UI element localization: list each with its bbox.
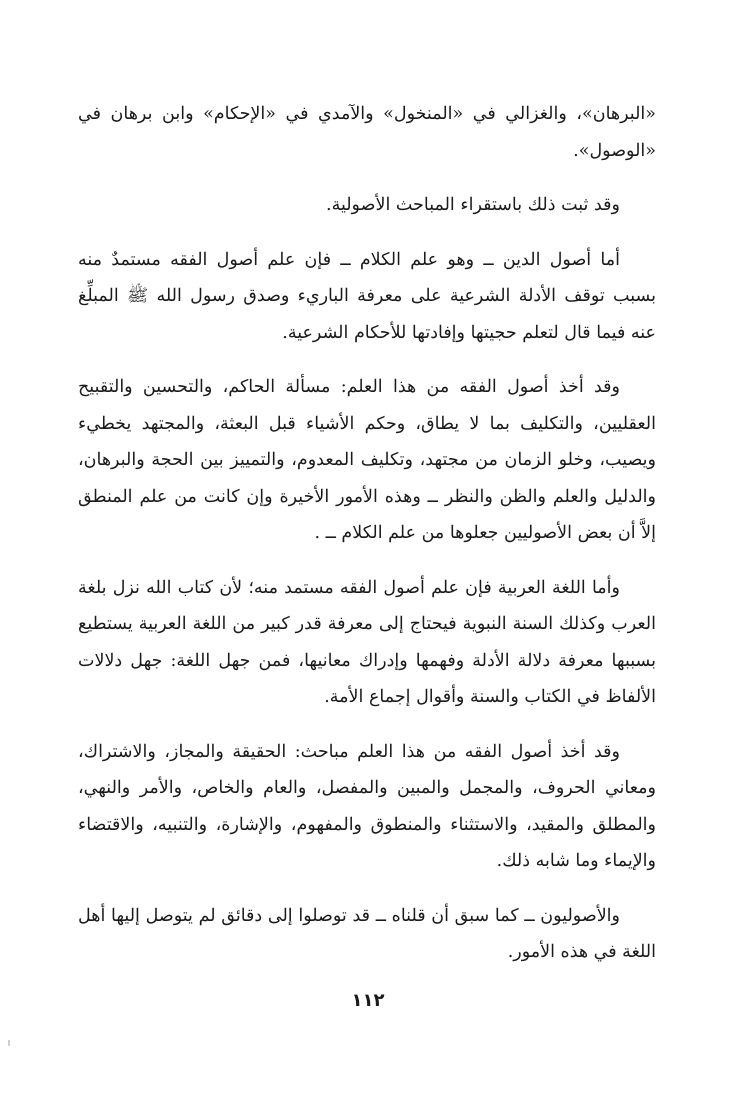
paragraph-kalam-topics: وقد أخذ أصول الفقه من هذا العلم: مسألة الحاكم، والتحسين والتقبيح العقليين، والتكليف بما لا يطاق، وحكم الأشياء قبل البعثة، والمجتهد يخطيء ويصيب، وخلو الزمان من مجتهد، وتكليف المعدوم، والتمييز بين الحجة والبرهان، والدليل والعلم والظن والنظر ــ وهذه الأمور الأخيرة وإن كانت من علم المنطق إلاَّ أن بعض الأصوليين جعلوها من علم الكلام ــ . bbox=[78, 377, 656, 543]
paragraph-usul-al-din: أما أصول الدين ــ وهو علم الكلام ــ فإن علم أصول الفقه مستمدٌ منه بسبب توقف الأدلة الشرعية على معرفة الباريء وصدق رسول الله ﷺ المبلِّغ عنه فيما قال لتعلم حجيتها وإفادتها للأحكام الشرعية. bbox=[78, 249, 656, 343]
page-number: ١١٢ bbox=[351, 990, 385, 1011]
paragraph-arabic-language: وأما اللغة العربية فإن علم أصول الفقه مستمد منه؛ لأن كتاب الله نزل بلغة العرب وكذلك السنة النبوية فيحتاج إلى معرفة قدر كبير من اللغة العربية يستطيع بسببها معرفة دلالة الأدلة وفهمها وإدراك معانيها، فمن جهل اللغة: جهل دلالات الألفاظ في الكتاب والسنة وأقوال إجماع الأمة. bbox=[78, 577, 656, 707]
paragraph-induction: وقد ثبت ذلك باستقراء المباحث الأصولية. bbox=[326, 195, 620, 215]
paragraph-continuation: «البرهان»، والغزالي في «المنخول» والآمدي في «الإحكام» وابن برهان في «الوصول». bbox=[78, 104, 656, 161]
margin-mark bbox=[8, 1040, 10, 1046]
paragraph-language-topics: وقد أخذ أصول الفقه من هذا العلم مباحث: الحقيقة والمجاز، والاشتراك، ومعاني الحروف، والمجمل والمبين والمفصل، والعام والخاص، والأمر والنهي، والمطلق والمقيد، والاستثناء والمنطوق والمفهوم، والإشارة، والتنبيه، والاقتضاء والإيماء وما شابه ذلك. bbox=[78, 741, 656, 871]
paragraph-usuliyyun: والأصوليون ــ كما سبق أن قلناه ــ قد توصلوا إلى دقائق لم يتوصل إليها أهل اللغة في هذه الأمور. bbox=[78, 905, 656, 962]
page-body bbox=[78, 96, 656, 989]
